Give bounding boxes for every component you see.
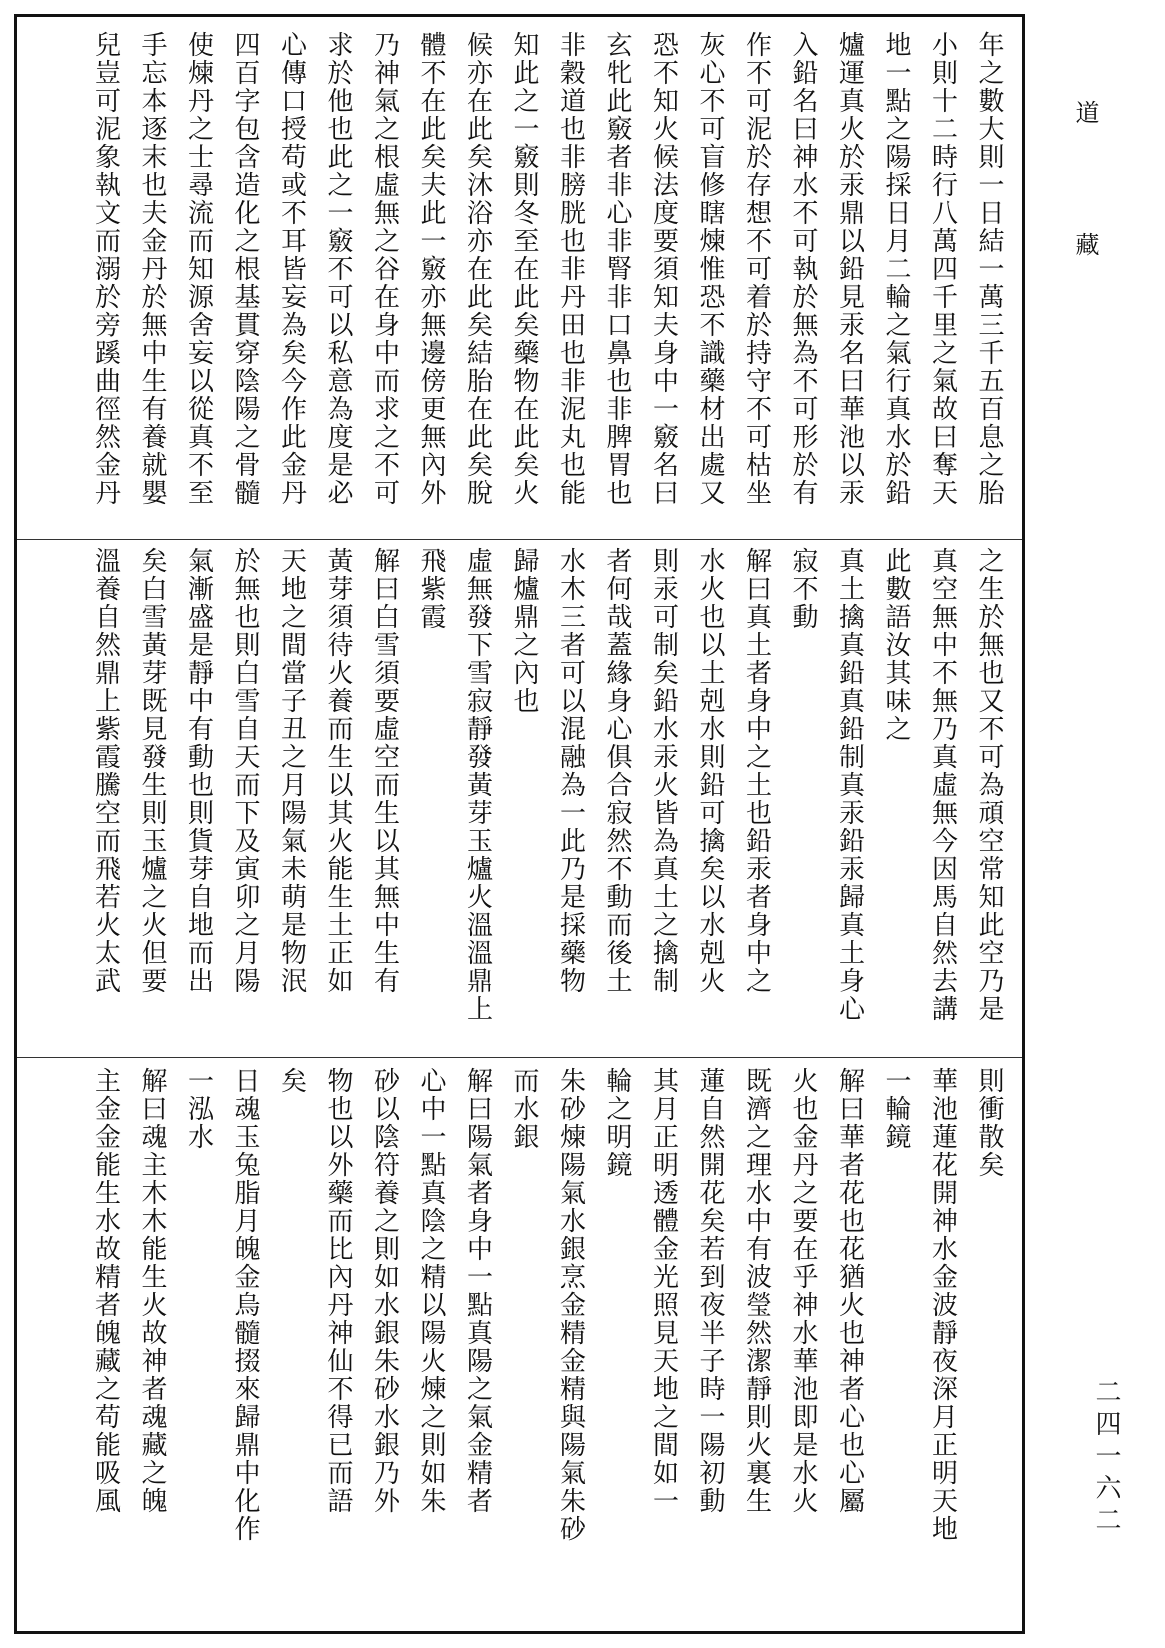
text-column: 矣 <box>276 1067 307 1095</box>
text-column: 使煉丹之士尋流而知源舍妄以從真不至 <box>183 31 214 507</box>
text-column: 作不可泥於存想不可着於持守不可枯坐 <box>741 31 772 507</box>
text-column: 氣漸盛是靜中有動也則貨芽自地而出 <box>183 547 214 995</box>
text-panel-top <box>17 31 1022 531</box>
text-column: 解曰華者花也花猶火也神者心也心屬 <box>834 1067 865 1515</box>
text-column: 物也以外藥而比內丹神仙不得已而語 <box>323 1067 353 1515</box>
text-column: 蓮自然開花矣若到夜半子時一陽初動 <box>695 1067 725 1515</box>
text-column: 一泓水 <box>183 1067 214 1151</box>
text-column: 地一點之陽採日月二輪之氣行真水於鉛 <box>881 31 911 507</box>
text-column: 非穀道也非膀胱也非丹田也非泥丸也能 <box>555 31 586 507</box>
text-column: 爐運真火於汞鼎以鉛見汞名曰華池以汞 <box>834 31 865 507</box>
text-column: 則衝散矣 <box>974 1067 1004 1179</box>
text-column: 之生於無也又不可為頑空常知此空乃是 <box>974 547 1004 1023</box>
panel-divider-1 <box>17 539 1022 540</box>
text-column: 心傳口授苟或不耳皆妄為矣今作此金丹 <box>276 31 307 507</box>
text-column: 真空無中不無乃真虛無今因馬自然去講 <box>927 547 958 1023</box>
text-column: 飛紫霞 <box>416 547 446 631</box>
text-column: 兒豈可泥象執文而溺於旁蹊曲徑然金丹 <box>90 31 121 507</box>
text-column: 灰心不可盲修瞎煉惟恐不識藥材出處又 <box>695 31 725 507</box>
text-column: 體不在此矣夫此一竅亦無邊傍更無內外 <box>416 31 446 507</box>
margin-title-dao: 道 <box>1071 100 1099 124</box>
text-column: 四百字包含造化之根基貫穿陰陽之骨髓 <box>230 31 260 507</box>
text-column: 水木三者可以混融為一此乃是採藥物 <box>555 547 586 995</box>
page-number: 二四一六二 <box>1091 1378 1121 1538</box>
text-column: 解曰陽氣者身中一點真陽之氣金精者 <box>462 1067 493 1515</box>
text-column: 解曰真土者身中之土也鉛汞者身中之 <box>741 547 772 995</box>
text-column: 砂以陰符養之則如水銀朱砂水銀乃外 <box>369 1067 400 1515</box>
text-column: 黃芽須待火養而生以其火能生土正如 <box>323 547 353 995</box>
text-column: 既濟之理水中有波瑩然潔靜則火裏生 <box>741 1067 772 1515</box>
text-column: 玄牝此竅者非心非腎非口鼻也非脾胃也 <box>602 31 632 507</box>
text-column: 歸爐鼎之內也 <box>509 547 539 715</box>
text-column: 其月正明透體金光照見天地之間如一 <box>648 1067 679 1515</box>
text-column: 輪之明鏡 <box>602 1067 632 1179</box>
text-column: 乃神氣之根虛無之谷在身中而求之不可 <box>369 31 400 507</box>
text-column: 矣白雪黃芽既見發生則玉爐之火但要 <box>137 547 167 995</box>
text-panel-middle <box>17 547 1022 1047</box>
text-column: 主金金能生水故精者魄藏之苟能吸風 <box>90 1067 121 1515</box>
text-column: 則汞可制矣鉛水汞火皆為真土之擒制 <box>648 547 679 995</box>
text-panel-bottom <box>17 1067 1022 1619</box>
text-column: 手忘本逐末也夫金丹於無中生有養就嬰 <box>137 31 167 507</box>
text-column: 小則十二時行八萬四千里之氣故曰奪天 <box>927 31 958 507</box>
text-column: 心中一點真陰之精以陽火煉之則如朱 <box>416 1067 446 1515</box>
text-column: 朱砂煉陽氣水銀烹金精金精與陽氣朱砂 <box>555 1067 586 1543</box>
text-column: 年之數大則一日結一萬三千五百息之胎 <box>974 31 1004 507</box>
text-column: 知此之一竅則冬至在此矣藥物在此矣火 <box>509 31 539 507</box>
margin-title-zang: 藏 <box>1071 232 1099 256</box>
text-column: 入鉛名曰神水不可執於無為不可形於有 <box>788 31 818 507</box>
text-column: 此數語汝其味之 <box>881 547 911 743</box>
text-column: 解曰魂主木木能生火故神者魂藏之魄 <box>137 1067 167 1515</box>
text-column: 於無也則白雪自天而下及寅卯之月陽 <box>230 547 260 995</box>
text-column: 溫養自然鼎上紫霞騰空而飛若火太武 <box>90 547 121 995</box>
text-column: 恐不知火候法度要須知夫身中一竅名曰 <box>648 31 679 507</box>
text-column: 水火也以土剋水則鉛可擒矣以水剋火 <box>695 547 725 995</box>
panel-divider-2 <box>17 1057 1022 1058</box>
page-frame <box>14 14 1025 1634</box>
text-column: 華池蓮花開神水金波靜夜深月正明天地 <box>927 1067 958 1543</box>
text-column: 解曰白雪須要虛空而生以其無中生有 <box>369 547 400 995</box>
text-column: 而水銀 <box>509 1067 539 1151</box>
text-column: 一輪鏡 <box>881 1067 911 1151</box>
text-column: 火也金丹之要在乎神水華池即是水火 <box>788 1067 818 1515</box>
text-column: 真土擒真鉛真鉛制真汞鉛汞歸真土身心 <box>834 547 865 1023</box>
text-column: 寂不動 <box>788 547 818 631</box>
text-column: 候亦在此矣沐浴亦在此矣結胎在此矣脫 <box>462 31 493 507</box>
text-column: 日魂玉兔脂月魄金烏髓掇來歸鼎中化作 <box>230 1067 260 1543</box>
text-column: 求於他也此之一竅不可以私意為度是必 <box>323 31 353 507</box>
text-column: 者何哉蓋緣身心俱合寂然不動而後土 <box>602 547 632 995</box>
text-column: 天地之間當子丑之月陽氣未萌是物泯 <box>276 547 307 995</box>
text-column: 虛無發下雪寂靜發黃芽玉爐火溫溫鼎上 <box>462 547 493 1023</box>
